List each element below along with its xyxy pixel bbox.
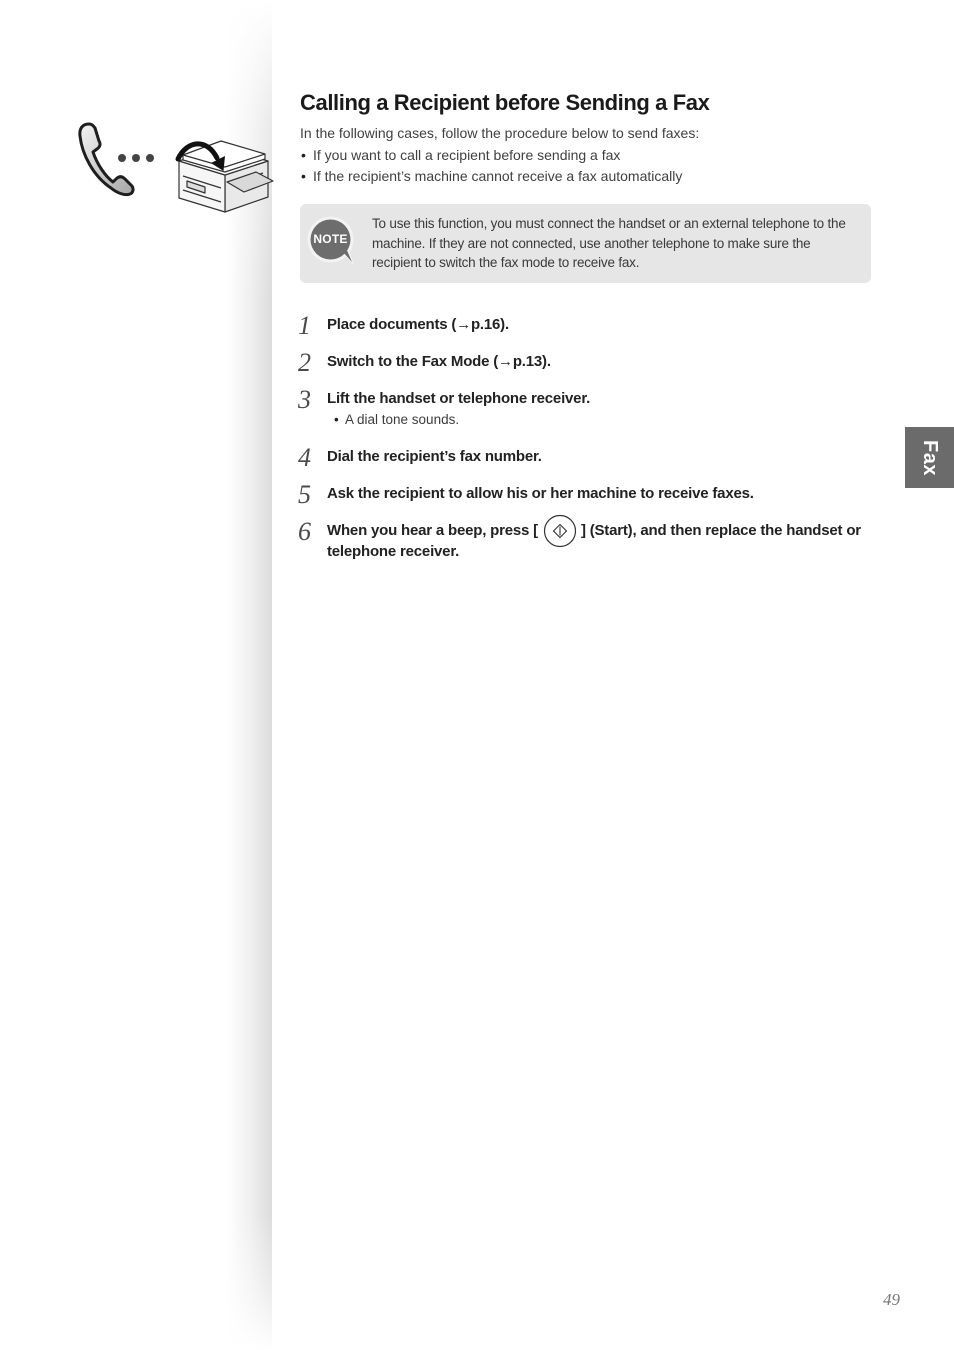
page-reference-link[interactable]: (→p.16): [451, 316, 505, 333]
page-reference-link[interactable]: (→p.13): [493, 353, 547, 370]
note-badge-label: NOTE: [313, 232, 348, 246]
procedure-steps: [298, 311, 898, 578]
intro-text: In the following cases, follow the procedure below to send faxes:: [300, 125, 700, 141]
step-number: 2: [298, 348, 311, 377]
bullet-icon: •: [334, 412, 339, 427]
note-badge: [306, 215, 358, 267]
note-box: [300, 204, 871, 283]
step-text: Place documents: [327, 316, 452, 333]
step-detail: [327, 409, 898, 430]
step-5: [298, 480, 898, 509]
section-tab-fax[interactable]: [905, 427, 954, 488]
step-3: [298, 385, 898, 430]
step-text-end: ] (Start), and then replace the handset or telephone receiver.: [327, 522, 861, 560]
intro-section: [300, 123, 870, 188]
step-text-end: .: [546, 353, 551, 370]
step-2: [298, 348, 898, 377]
bullet-icon: •: [301, 146, 306, 163]
start-key-icon: [543, 514, 577, 548]
step-1: [298, 311, 898, 340]
fax-machine-icon: [179, 141, 273, 212]
step-detail-text: A dial tone sounds.: [345, 412, 460, 427]
step-number: 4: [298, 443, 311, 472]
case-text: If you want to call a recipient before sending a fax: [313, 146, 621, 163]
step-text: Switch to the Fax Mode: [327, 353, 494, 370]
step-text: When you hear a beep, press [: [327, 522, 538, 539]
step-6: [298, 517, 898, 562]
case-item: [300, 166, 870, 188]
step-number: 1: [298, 311, 311, 340]
step-number: 6: [298, 517, 311, 546]
step-text: Ask the recipient to allow his or her machine to receive faxes.: [327, 485, 754, 502]
case-text: If the recipient’s machine cannot receive a fax automatically: [313, 168, 683, 184]
ellipsis-icon: [118, 154, 154, 162]
note-text: To use this function, you must connect the handset or an external telephone to the machine. If they are not connected, use another telephone to make sure the recipient to switch the fax mode to receive fax.: [372, 216, 846, 270]
step-4: [298, 443, 898, 472]
step-number: 3: [298, 385, 311, 414]
step-text-end: .: [504, 316, 509, 333]
case-item: [300, 145, 870, 167]
header-illustration: [75, 118, 275, 218]
page-title: Calling a Recipient before Sending a Fax: [300, 90, 710, 115]
section-tab-label: Fax: [919, 439, 941, 476]
step-text: Lift the handset or telephone receiver.: [327, 390, 591, 407]
page-number: 49: [883, 1290, 900, 1309]
bullet-icon: •: [301, 168, 306, 184]
step-number: 5: [298, 480, 311, 509]
step-text: Dial the recipient’s fax number.: [327, 448, 542, 465]
